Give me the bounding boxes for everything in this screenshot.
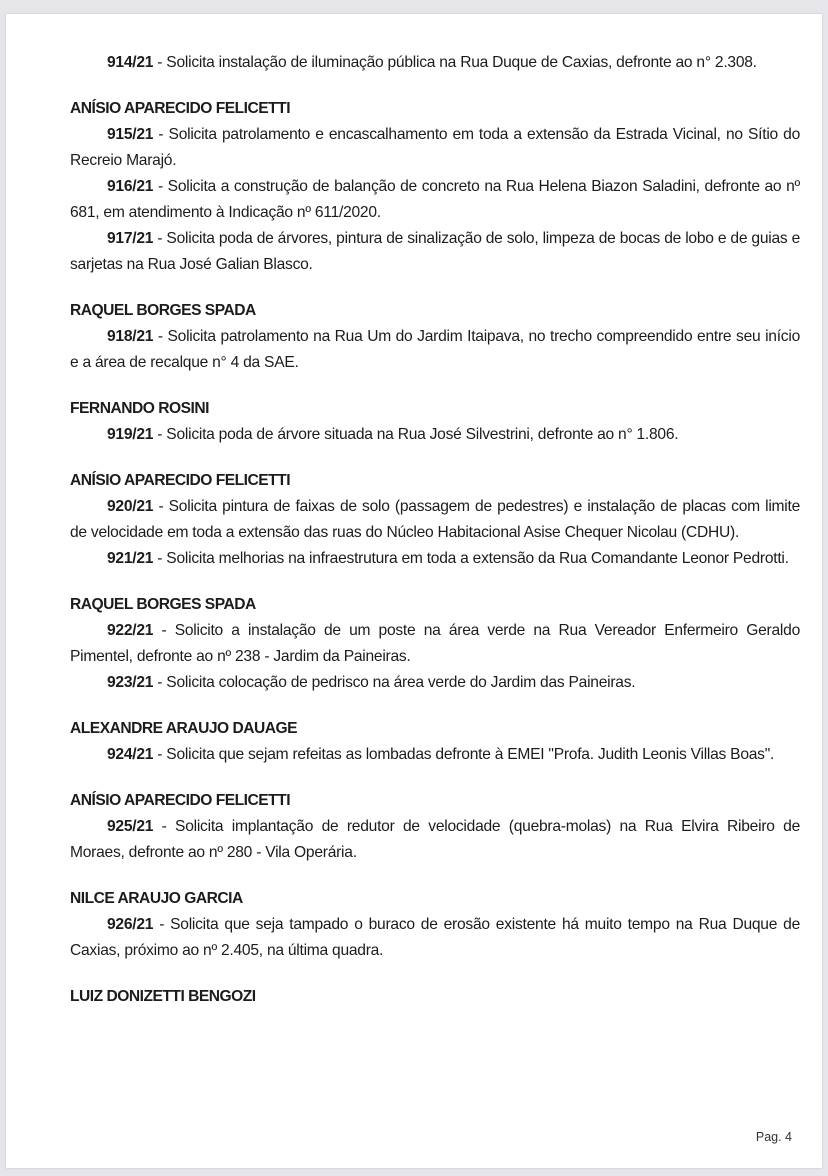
councilor-name: ALEXANDRE ARAUJO DAUAGE	[70, 720, 298, 737]
request-text: - Solicita pintura de faixas de solo (passagem de pedestres) e instalação de placas com limite de velocidade em toda a extensão das ruas do Núcleo Habitacional Asise Chequer Nicolau (CDHU).	[70, 498, 800, 541]
request-text: - Solicita colocação de pedrisco na área verde do Jardim das Paineiras.	[153, 674, 636, 691]
section	[70, 96, 800, 278]
request-number: 920/21	[107, 498, 154, 515]
request-item	[70, 546, 800, 572]
request-number: 916/21	[107, 178, 154, 195]
section	[70, 50, 800, 76]
request-number: 921/21	[107, 550, 154, 567]
request-text: - Solicita poda de árvores, pintura de sinalização de solo, limpeza de bocas de lobo e de guias e sarjetas na Rua José Galian Blasco.	[70, 230, 800, 273]
request-number: 919/21	[107, 426, 154, 443]
section	[70, 396, 800, 448]
councilor-name: ANÍSIO APARECIDO FELICETTI	[70, 100, 291, 117]
councilor-name: ANÍSIO APARECIDO FELICETTI	[70, 792, 291, 809]
section	[70, 298, 800, 376]
request-text: - Solicita patrolamento na Rua Um do Jardim Itaipava, no trecho compreendido entre seu início e a área de recalque n° 4 da SAE.	[70, 328, 800, 371]
section	[70, 716, 800, 768]
request-text: - Solicita implantação de redutor de velocidade (quebra-molas) na Rua Elvira Ribeiro de Moraes, defronte ao nº 280 - Vila Operária.	[70, 818, 800, 861]
page-number: Pag. 4	[755, 1130, 792, 1144]
request-text: - Solicita que sejam refeitas as lombadas defronte à EMEI "Profa. Judith Leonis Villas Boas".	[153, 746, 775, 763]
councilor-name: LUIZ DONIZETTI BENGOZI	[70, 988, 256, 1005]
request-item	[70, 814, 800, 866]
request-item	[70, 50, 800, 76]
document-page	[6, 14, 822, 1168]
request-text: - Solicita melhorias na infraestrutura em toda a extensão da Rua Comandante Leonor Pedrotti.	[153, 550, 789, 567]
request-text: - Solicita que seja tampado o buraco de erosão existente há muito tempo na Rua Duque de Caxias, próximo ao nº 2.405, na última quadra.	[70, 916, 800, 959]
councilor-name: RAQUEL BORGES SPADA	[70, 302, 256, 319]
request-text: - Solicita a construção de balanção de concreto na Rua Helena Biazon Saladini, defronte ao nº 681, em atendimento à Indicação nº 611/2020.	[70, 178, 800, 221]
request-item	[70, 174, 800, 226]
request-item	[70, 742, 800, 768]
request-text: - Solicito a instalação de um poste na área verde na Rua Vereador Enfermeiro Geraldo Pimentel, defronte ao nº 238 - Jardim da Paineiras.	[70, 622, 800, 665]
councilor-name: NILCE ARAUJO GARCIA	[70, 890, 243, 907]
section	[70, 886, 800, 964]
request-number: 925/21	[107, 818, 154, 835]
request-item	[70, 494, 800, 546]
request-text: - Solicita poda de árvore situada na Rua José Silvestrini, defronte ao n° 1.806.	[153, 426, 679, 443]
request-number: 922/21	[107, 622, 154, 639]
councilor-name: FERNANDO ROSINI	[70, 400, 209, 417]
request-number: 917/21	[107, 230, 154, 247]
section	[70, 468, 800, 572]
request-item	[70, 324, 800, 376]
request-number: 924/21	[107, 746, 154, 763]
request-item	[70, 670, 800, 696]
request-item	[70, 122, 800, 174]
request-number: 923/21	[107, 674, 154, 691]
request-item	[70, 226, 800, 278]
section	[70, 788, 800, 866]
councilor-name: RAQUEL BORGES SPADA	[70, 596, 256, 613]
request-number: 918/21	[107, 328, 154, 345]
request-text: - Solicita patrolamento e encascalhamento em toda a extensão da Estrada Vicinal, no Sítio do Recreio Marajó.	[70, 126, 800, 169]
document-content	[70, 50, 800, 1010]
request-text: - Solicita instalação de iluminação pública na Rua Duque de Caxias, defronte ao n° 2.308.	[153, 54, 757, 71]
request-number: 915/21	[107, 126, 154, 143]
request-number: 914/21	[107, 54, 154, 71]
councilor-name: ANÍSIO APARECIDO FELICETTI	[70, 472, 291, 489]
request-item	[70, 422, 800, 448]
section	[70, 984, 800, 1010]
request-number: 926/21	[107, 916, 154, 933]
section	[70, 592, 800, 696]
request-item	[70, 912, 800, 964]
request-item	[70, 618, 800, 670]
